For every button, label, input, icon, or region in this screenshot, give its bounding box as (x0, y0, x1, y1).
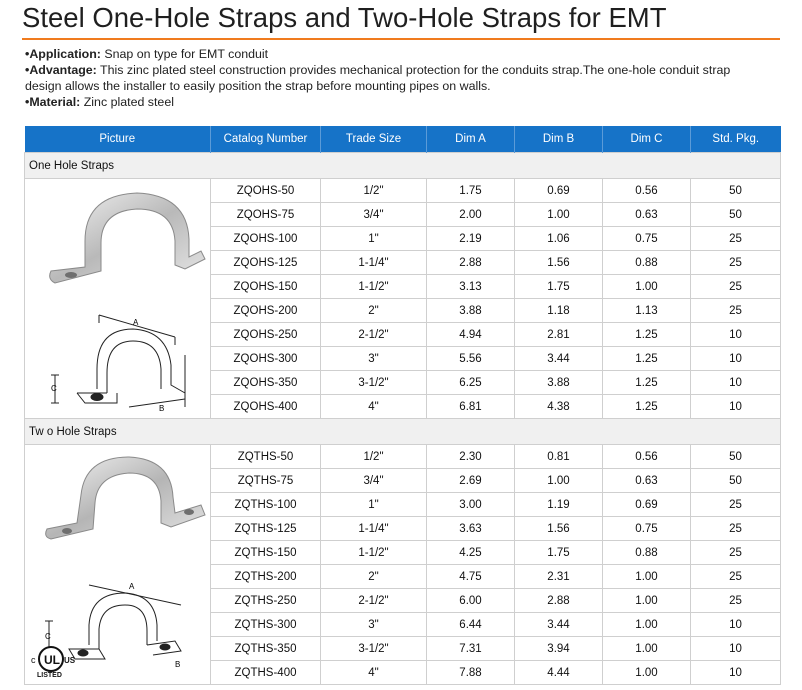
dim-c-cell: 1.25 (603, 323, 691, 347)
std-pkg-cell: 25 (691, 541, 781, 565)
dim-a-label: A (129, 582, 135, 591)
material-line (25, 94, 765, 110)
section-title: One Hole Straps (25, 153, 781, 179)
catalog-number-cell: ZQTHS-125 (211, 517, 321, 541)
dim-a-cell: 2.30 (427, 445, 515, 469)
ul-mark: UL (44, 653, 60, 667)
dim-c-cell: 1.00 (603, 565, 691, 589)
catalog-number-cell: ZQOHS-400 (211, 395, 321, 419)
dim-c-cell: 0.63 (603, 203, 691, 227)
dim-a-cell: 7.31 (427, 637, 515, 661)
dim-c-cell: 1.25 (603, 347, 691, 371)
trade-size-cell: 3/4" (321, 469, 427, 493)
trade-size-cell: 1-1/4" (321, 251, 427, 275)
header-catalog-number: Catalog Number (211, 126, 321, 153)
one-hole-strap-picture (25, 179, 210, 409)
specification-table (24, 126, 781, 685)
material-label: •Material: (25, 95, 81, 109)
ul-country-c: c (31, 655, 36, 665)
std-pkg-cell: 50 (691, 179, 781, 203)
dim-a-cell: 3.13 (427, 275, 515, 299)
dim-c-cell: 0.56 (603, 445, 691, 469)
trade-size-cell: 3-1/2" (321, 637, 427, 661)
dim-a-cell: 2.00 (427, 203, 515, 227)
std-pkg-cell: 25 (691, 251, 781, 275)
title-rule (22, 38, 780, 40)
trade-size-cell: 1-1/2" (321, 541, 427, 565)
dim-b-cell: 3.44 (515, 347, 603, 371)
dim-c-cell: 1.00 (603, 589, 691, 613)
std-pkg-cell: 10 (691, 347, 781, 371)
dim-c-cell: 0.56 (603, 179, 691, 203)
dim-a-cell: 3.88 (427, 299, 515, 323)
catalog-number-cell: ZQOHS-150 (211, 275, 321, 299)
catalog-number-cell: ZQOHS-75 (211, 203, 321, 227)
table-row (25, 445, 781, 469)
trade-size-cell: 1" (321, 227, 427, 251)
std-pkg-cell: 25 (691, 275, 781, 299)
dim-c-cell: 1.25 (603, 395, 691, 419)
two-hole-strap-image (25, 445, 211, 677)
dim-b-cell: 2.81 (515, 323, 603, 347)
catalog-number-cell: ZQTHS-250 (211, 589, 321, 613)
dim-b-cell: 3.94 (515, 637, 603, 661)
trade-size-cell: 1/2" (321, 179, 427, 203)
dim-a-cell: 2.88 (427, 251, 515, 275)
dim-b-cell: 2.31 (515, 565, 603, 589)
std-pkg-cell: 10 (691, 613, 781, 637)
catalog-number-cell: ZQOHS-125 (211, 251, 321, 275)
dim-a-cell: 2.69 (427, 469, 515, 493)
dim-a-cell: 3.00 (427, 493, 515, 517)
std-pkg-cell: 10 (691, 661, 781, 685)
std-pkg-cell: 25 (691, 493, 781, 517)
dim-b-cell: 1.56 (515, 517, 603, 541)
catalog-number-cell: ZQTHS-100 (211, 493, 321, 517)
ul-listed-logo (31, 647, 76, 677)
std-pkg-cell: 10 (691, 637, 781, 661)
catalog-number-cell: ZQTHS-300 (211, 613, 321, 637)
picture-cell (25, 445, 211, 685)
catalog-number-cell: ZQTHS-150 (211, 541, 321, 565)
dim-a-cell: 6.44 (427, 613, 515, 637)
dim-a-cell: 5.56 (427, 347, 515, 371)
trade-size-cell: 1/2" (321, 445, 427, 469)
dim-b-cell: 1.06 (515, 227, 603, 251)
dim-c-cell: 1.25 (603, 371, 691, 395)
trade-size-cell: 2" (321, 299, 427, 323)
trade-size-cell: 2" (321, 565, 427, 589)
catalog-number-cell: ZQTHS-350 (211, 637, 321, 661)
dim-a-cell: 6.00 (427, 589, 515, 613)
header-std-pkg: Std. Pkg. (691, 126, 781, 153)
dim-b-cell: 3.44 (515, 613, 603, 637)
dim-b-cell: 4.44 (515, 661, 603, 685)
dim-b-cell: 1.75 (515, 275, 603, 299)
dim-c-cell: 0.75 (603, 517, 691, 541)
trade-size-cell: 4" (321, 395, 427, 419)
page-title: Steel One-Hole Straps and Two-Hole Straps for EMT (22, 2, 667, 33)
dim-a-cell: 4.75 (427, 565, 515, 589)
dim-c-cell: 1.00 (603, 637, 691, 661)
header-dim-c: Dim C (603, 126, 691, 153)
picture-cell (25, 179, 211, 419)
catalog-number-cell: ZQTHS-50 (211, 445, 321, 469)
section-title: Tw o Hole Straps (25, 419, 781, 445)
std-pkg-cell: 50 (691, 469, 781, 493)
dim-b-cell: 3.88 (515, 371, 603, 395)
table-row (25, 179, 781, 203)
advantage-line (25, 62, 765, 94)
std-pkg-cell: 25 (691, 565, 781, 589)
dim-a-cell: 6.81 (427, 395, 515, 419)
catalog-number-cell: ZQOHS-250 (211, 323, 321, 347)
std-pkg-cell: 10 (691, 395, 781, 419)
std-pkg-cell: 50 (691, 445, 781, 469)
std-pkg-cell: 25 (691, 517, 781, 541)
application-text: Snap on type for EMT conduit (100, 47, 269, 61)
dim-a-cell: 1.75 (427, 179, 515, 203)
dim-a-cell: 3.63 (427, 517, 515, 541)
dim-a-cell: 2.19 (427, 227, 515, 251)
section-row (25, 153, 781, 179)
dim-b-cell: 1.19 (515, 493, 603, 517)
trade-size-cell: 1-1/2" (321, 275, 427, 299)
dim-c-cell: 1.00 (603, 661, 691, 685)
dim-b-cell: 4.38 (515, 395, 603, 419)
header-trade-size: Trade Size (321, 126, 427, 153)
advantage-label: •Advantage: (25, 63, 97, 77)
dim-b-cell: 1.18 (515, 299, 603, 323)
catalog-number-cell: ZQOHS-100 (211, 227, 321, 251)
dim-b-label: B (159, 404, 165, 411)
dim-c-cell: 1.00 (603, 275, 691, 299)
dim-b-cell: 1.75 (515, 541, 603, 565)
table-header-row (25, 126, 781, 153)
trade-size-cell: 4" (321, 661, 427, 685)
dim-b-cell: 0.69 (515, 179, 603, 203)
dim-b-cell: 1.00 (515, 469, 603, 493)
catalog-number-cell: ZQTHS-75 (211, 469, 321, 493)
catalog-number-cell: ZQOHS-200 (211, 299, 321, 323)
header-picture: Picture (25, 126, 211, 153)
trade-size-cell: 3-1/2" (321, 371, 427, 395)
trade-size-cell: 1-1/4" (321, 517, 427, 541)
std-pkg-cell: 10 (691, 371, 781, 395)
header-dim-b: Dim B (515, 126, 603, 153)
catalog-number-cell: ZQTHS-400 (211, 661, 321, 685)
application-line (25, 46, 765, 62)
dim-c-label: C (45, 632, 51, 641)
trade-size-cell: 2-1/2" (321, 323, 427, 347)
dim-c-cell: 0.88 (603, 541, 691, 565)
std-pkg-cell: 10 (691, 323, 781, 347)
trade-size-cell: 1" (321, 493, 427, 517)
ul-country-us: US (64, 656, 76, 665)
material-text: Zinc plated steel (80, 95, 174, 109)
catalog-number-cell: ZQTHS-200 (211, 565, 321, 589)
dim-a-cell: 4.94 (427, 323, 515, 347)
dim-c-label: C (51, 384, 57, 393)
header-dim-a: Dim A (427, 126, 515, 153)
dim-b-cell: 0.81 (515, 445, 603, 469)
std-pkg-cell: 25 (691, 589, 781, 613)
dim-c-cell: 0.75 (603, 227, 691, 251)
trade-size-cell: 2-1/2" (321, 589, 427, 613)
catalog-number-cell: ZQOHS-350 (211, 371, 321, 395)
dim-a-label: A (133, 318, 139, 327)
trade-size-cell: 3" (321, 613, 427, 637)
dim-b-label: B (175, 660, 181, 669)
advantage-text: This zinc plated steel construction provides mechanical protection for the conduits strap.The one-hole conduit strap design allows the installer to easily position the strap before mounting pipes on walls. (25, 63, 731, 93)
dim-c-cell: 1.13 (603, 299, 691, 323)
dim-b-cell: 1.00 (515, 203, 603, 227)
application-label: •Application: (25, 47, 101, 61)
ul-listed-text: LISTED (37, 672, 62, 677)
dim-c-cell: 0.88 (603, 251, 691, 275)
trade-size-cell: 3" (321, 347, 427, 371)
two-hole-strap-picture (25, 445, 210, 675)
dim-c-cell: 0.63 (603, 469, 691, 493)
trade-size-cell: 3/4" (321, 203, 427, 227)
std-pkg-cell: 25 (691, 227, 781, 251)
dim-a-cell: 6.25 (427, 371, 515, 395)
std-pkg-cell: 50 (691, 203, 781, 227)
dim-b-cell: 2.88 (515, 589, 603, 613)
std-pkg-cell: 25 (691, 299, 781, 323)
product-description (25, 46, 765, 110)
dim-a-cell: 4.25 (427, 541, 515, 565)
dim-b-cell: 1.56 (515, 251, 603, 275)
catalog-number-cell: ZQOHS-300 (211, 347, 321, 371)
dim-c-cell: 1.00 (603, 613, 691, 637)
catalog-number-cell: ZQOHS-50 (211, 179, 321, 203)
dim-c-cell: 0.69 (603, 493, 691, 517)
section-row (25, 419, 781, 445)
one-hole-strap-image (25, 179, 211, 411)
dim-a-cell: 7.88 (427, 661, 515, 685)
